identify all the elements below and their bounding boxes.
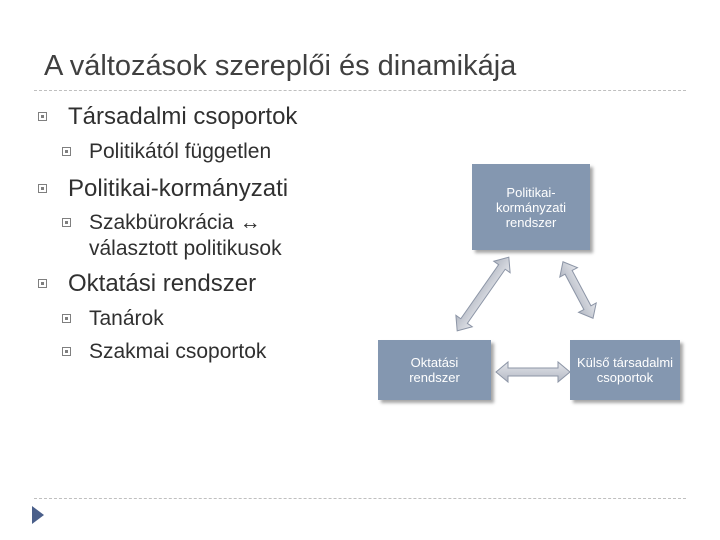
bullet-text: Társadalmi csoportok (68, 103, 298, 130)
bullet-text: Politikai-kormányzati (68, 175, 289, 202)
footer-divider (34, 498, 686, 499)
node-political-system (472, 164, 590, 250)
node-label-line: csoportok (596, 370, 654, 385)
sub-bullet-text: Szakmai csoportok (89, 340, 267, 363)
node-label-line: Oktatási (410, 355, 459, 370)
node-education-system (378, 340, 491, 400)
sub-bullet-text: Tanárok (89, 307, 164, 330)
slide-title: A változások szereplői és dinamikája (44, 50, 517, 82)
node-label-line: rendszer (505, 214, 557, 230)
sub-bullet-line-2: választott politikusok (89, 237, 282, 260)
node-label (409, 355, 460, 385)
sub-bullet-text: Politikától független (89, 140, 272, 163)
sub-bullet-line-1: Szakbürokrácia ↔ (89, 211, 261, 234)
corner-arrow-icon[interactable] (30, 505, 46, 525)
node-label-line: kormányzati (495, 199, 567, 215)
node-label (496, 185, 566, 230)
double-arrow-top-right (554, 257, 602, 323)
bullet-text: Oktatási rendszer (68, 270, 257, 297)
double-arrow-bottom (496, 362, 570, 382)
node-label-line: Politikai- (506, 184, 556, 200)
node-external-social-groups (570, 340, 680, 400)
node-label-line: rendszer (409, 370, 460, 385)
double-arrow-top-left (449, 251, 517, 336)
node-label (577, 355, 673, 385)
node-label-line: Külső társadalmi (576, 355, 674, 370)
